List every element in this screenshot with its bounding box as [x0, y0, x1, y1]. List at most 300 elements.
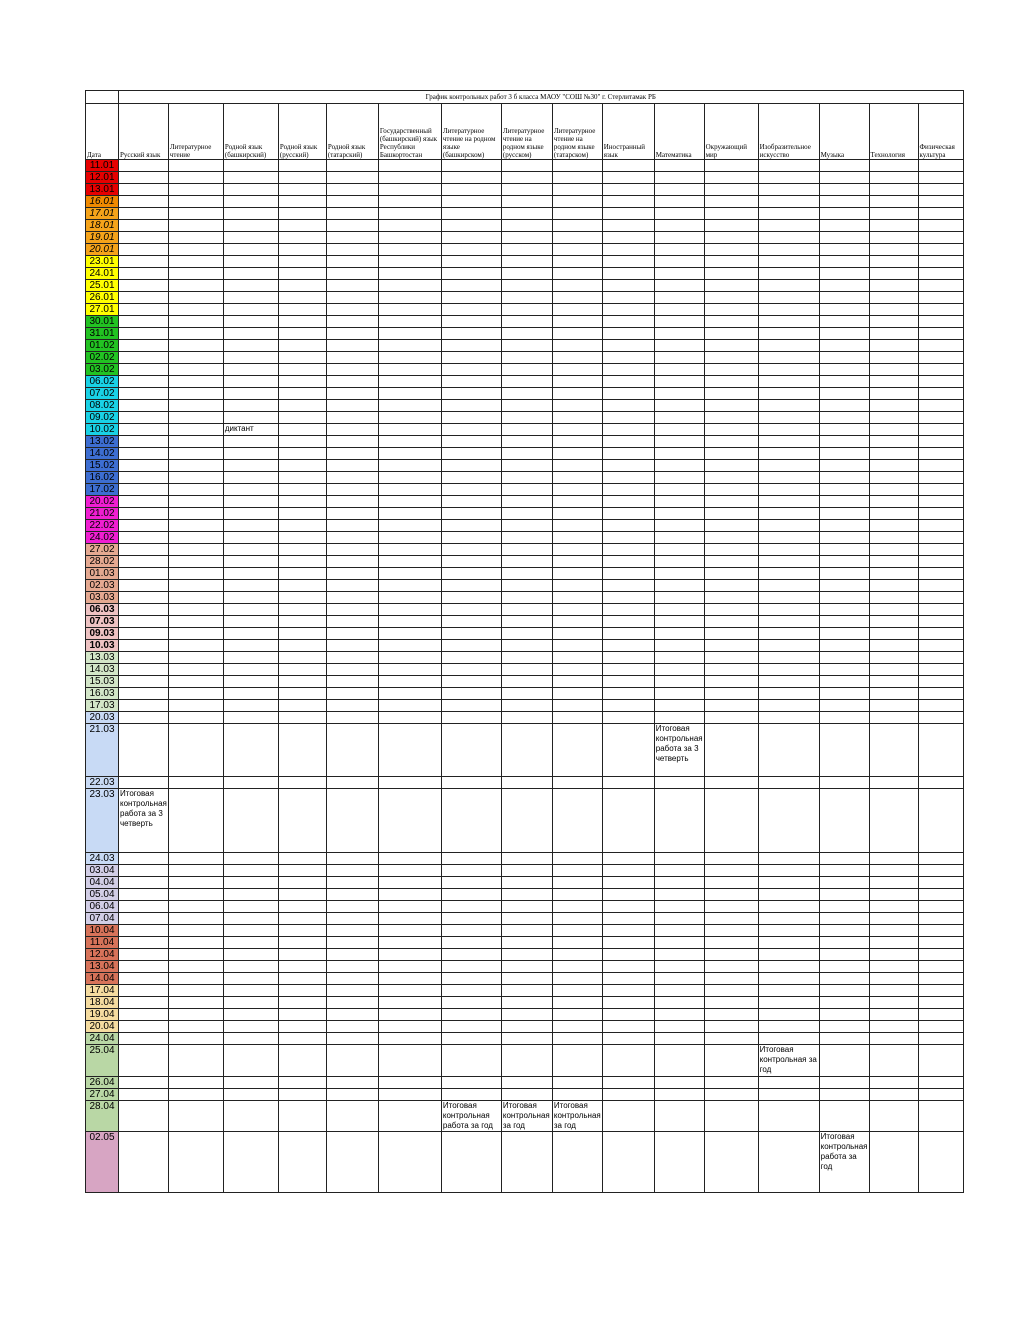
schedule-cell — [168, 460, 223, 472]
schedule-cell — [819, 520, 869, 532]
schedule-cell — [441, 640, 501, 652]
schedule-cell — [326, 676, 378, 688]
schedule-cell — [819, 328, 869, 340]
schedule-cell — [378, 340, 441, 352]
schedule-cell — [758, 1132, 819, 1193]
schedule-cell — [704, 376, 758, 388]
schedule-cell — [441, 268, 501, 280]
date-row — [86, 652, 964, 664]
schedule-cell — [326, 580, 378, 592]
date-cell: 07.04 — [86, 913, 119, 925]
schedule-cell — [501, 340, 552, 352]
schedule-cell — [326, 616, 378, 628]
date-cell: 14.02 — [86, 448, 119, 460]
schedule-cell — [501, 1009, 552, 1021]
schedule-cell — [278, 1089, 326, 1101]
schedule-cell — [758, 256, 819, 268]
subject-header: Родной язык (русский) — [278, 104, 326, 160]
schedule-cell — [278, 376, 326, 388]
schedule-cell — [326, 568, 378, 580]
date-row — [86, 316, 964, 328]
date-cell: 12.04 — [86, 949, 119, 961]
schedule-cell — [918, 328, 963, 340]
schedule-cell — [501, 196, 552, 208]
schedule-cell — [278, 484, 326, 496]
schedule-cell — [602, 664, 654, 676]
schedule-cell — [378, 496, 441, 508]
schedule-cell — [758, 1077, 819, 1089]
schedule-cell — [441, 724, 501, 777]
schedule-cell — [704, 853, 758, 865]
schedule-cell — [654, 652, 704, 664]
schedule-cell — [441, 777, 501, 789]
schedule-cell — [119, 544, 169, 556]
schedule-cell — [378, 652, 441, 664]
schedule-cell — [819, 172, 869, 184]
schedule-cell — [119, 280, 169, 292]
schedule-cell — [278, 472, 326, 484]
schedule-cell — [602, 913, 654, 925]
schedule-cell — [819, 777, 869, 789]
date-row — [86, 340, 964, 352]
schedule-cell — [869, 1089, 918, 1101]
control-work-note: Итоговая контрольная за год — [758, 1045, 819, 1077]
schedule-cell — [602, 184, 654, 196]
schedule-cell — [223, 1101, 278, 1132]
date-row — [86, 208, 964, 220]
date-cell: 13.01 — [86, 184, 119, 196]
schedule-cell — [869, 853, 918, 865]
schedule-cell — [501, 304, 552, 316]
date-cell: 15.02 — [86, 460, 119, 472]
schedule-cell — [278, 232, 326, 244]
schedule-cell — [441, 172, 501, 184]
schedule-cell — [378, 208, 441, 220]
schedule-cell — [918, 568, 963, 580]
schedule-cell — [654, 172, 704, 184]
schedule-cell — [654, 712, 704, 724]
schedule-cell — [441, 220, 501, 232]
schedule-cell — [326, 244, 378, 256]
schedule-cell — [119, 973, 169, 985]
schedule-cell — [819, 436, 869, 448]
schedule-cell — [378, 865, 441, 877]
schedule-cell — [869, 592, 918, 604]
schedule-cell — [119, 232, 169, 244]
schedule-cell — [501, 508, 552, 520]
schedule-cell — [441, 292, 501, 304]
schedule-cell — [168, 877, 223, 889]
schedule-cell — [278, 664, 326, 676]
schedule-cell — [869, 1132, 918, 1193]
schedule-cell — [278, 676, 326, 688]
schedule-cell — [278, 628, 326, 640]
schedule-cell — [168, 604, 223, 616]
date-cell: 21.03 — [86, 724, 119, 777]
schedule-cell — [168, 232, 223, 244]
schedule-cell — [441, 364, 501, 376]
schedule-cell — [704, 640, 758, 652]
schedule-cell — [918, 460, 963, 472]
schedule-cell — [602, 961, 654, 973]
date-cell: 07.03 — [86, 616, 119, 628]
schedule-cell — [119, 604, 169, 616]
schedule-cell — [918, 865, 963, 877]
schedule-cell — [654, 1009, 704, 1021]
schedule-cell — [501, 949, 552, 961]
schedule-cell — [278, 184, 326, 196]
schedule-cell — [441, 688, 501, 700]
schedule-cell — [758, 724, 819, 777]
schedule-cell — [602, 789, 654, 853]
schedule-cell — [278, 244, 326, 256]
schedule-cell — [378, 244, 441, 256]
schedule-cell — [378, 568, 441, 580]
schedule-cell — [501, 640, 552, 652]
schedule-cell — [223, 244, 278, 256]
schedule-cell — [378, 460, 441, 472]
schedule-cell — [223, 652, 278, 664]
schedule-cell — [819, 160, 869, 172]
schedule-cell — [378, 556, 441, 568]
schedule-cell — [168, 160, 223, 172]
date-row — [86, 664, 964, 676]
schedule-cell — [552, 985, 602, 997]
schedule-cell — [869, 328, 918, 340]
schedule-cell — [552, 676, 602, 688]
date-cell: 23.01 — [86, 256, 119, 268]
schedule-cell — [119, 961, 169, 973]
schedule-cell — [552, 388, 602, 400]
schedule-cell — [552, 1077, 602, 1089]
schedule-cell — [378, 328, 441, 340]
schedule-cell — [441, 232, 501, 244]
schedule-cell — [918, 616, 963, 628]
control-works-schedule-table — [85, 90, 964, 1193]
schedule-cell — [441, 985, 501, 997]
schedule-cell — [168, 985, 223, 997]
schedule-cell — [278, 280, 326, 292]
schedule-cell — [654, 1033, 704, 1045]
schedule-cell — [869, 472, 918, 484]
schedule-cell — [654, 913, 704, 925]
schedule-cell — [168, 220, 223, 232]
schedule-cell — [758, 544, 819, 556]
schedule-cell — [168, 925, 223, 937]
schedule-cell — [602, 280, 654, 292]
schedule-cell — [441, 580, 501, 592]
schedule-cell — [326, 448, 378, 460]
date-row — [86, 448, 964, 460]
schedule-cell — [654, 640, 704, 652]
schedule-cell — [501, 400, 552, 412]
schedule-cell — [704, 508, 758, 520]
schedule-cell — [704, 712, 758, 724]
date-cell: 03.04 — [86, 865, 119, 877]
schedule-cell — [326, 508, 378, 520]
schedule-cell — [602, 985, 654, 997]
schedule-cell — [819, 1101, 869, 1132]
schedule-cell — [326, 160, 378, 172]
schedule-cell — [223, 997, 278, 1009]
schedule-cell — [326, 724, 378, 777]
schedule-cell — [704, 925, 758, 937]
schedule-cell — [326, 184, 378, 196]
schedule-cell — [654, 328, 704, 340]
schedule-cell — [552, 424, 602, 436]
schedule-cell — [704, 424, 758, 436]
schedule-cell — [326, 937, 378, 949]
schedule-cell — [168, 448, 223, 460]
schedule-cell — [119, 985, 169, 997]
schedule-cell — [552, 628, 602, 640]
schedule-cell — [119, 196, 169, 208]
schedule-cell — [441, 532, 501, 544]
schedule-cell — [326, 268, 378, 280]
schedule-cell — [758, 184, 819, 196]
schedule-cell — [819, 865, 869, 877]
schedule-cell — [326, 640, 378, 652]
schedule-cell — [552, 256, 602, 268]
schedule-cell — [223, 865, 278, 877]
schedule-cell — [326, 544, 378, 556]
schedule-cell — [441, 496, 501, 508]
schedule-cell — [168, 865, 223, 877]
schedule-cell — [918, 1132, 963, 1193]
date-cell: 06.02 — [86, 376, 119, 388]
schedule-cell — [869, 652, 918, 664]
schedule-cell — [819, 997, 869, 1009]
date-row — [86, 232, 964, 244]
schedule-cell — [278, 412, 326, 424]
schedule-cell — [223, 1089, 278, 1101]
schedule-cell — [602, 472, 654, 484]
schedule-cell — [758, 997, 819, 1009]
schedule-cell — [918, 997, 963, 1009]
schedule-cell — [869, 316, 918, 328]
schedule-cell — [654, 196, 704, 208]
schedule-cell — [704, 400, 758, 412]
schedule-cell — [758, 328, 819, 340]
date-row — [86, 400, 964, 412]
schedule-cell — [819, 280, 869, 292]
schedule-cell — [278, 652, 326, 664]
schedule-cell — [501, 160, 552, 172]
schedule-cell — [918, 1009, 963, 1021]
schedule-cell — [378, 196, 441, 208]
schedule-cell — [869, 997, 918, 1009]
schedule-cell — [704, 532, 758, 544]
schedule-cell — [223, 160, 278, 172]
schedule-cell — [168, 592, 223, 604]
schedule-cell — [441, 316, 501, 328]
schedule-cell — [168, 700, 223, 712]
schedule-cell — [704, 676, 758, 688]
schedule-cell — [501, 280, 552, 292]
schedule-cell — [119, 484, 169, 496]
schedule-cell — [168, 973, 223, 985]
schedule-cell — [552, 208, 602, 220]
schedule-cell — [552, 604, 602, 616]
schedule-cell — [918, 304, 963, 316]
schedule-cell — [869, 901, 918, 913]
schedule-cell — [223, 364, 278, 376]
schedule-cell — [168, 777, 223, 789]
date-cell: 23.03 — [86, 789, 119, 853]
schedule-cell — [378, 688, 441, 700]
schedule-cell — [223, 340, 278, 352]
schedule-cell — [704, 652, 758, 664]
schedule-cell — [819, 949, 869, 961]
date-cell: 20.03 — [86, 712, 119, 724]
schedule-cell — [758, 913, 819, 925]
schedule-cell — [654, 484, 704, 496]
date-cell: 12.01 — [86, 172, 119, 184]
schedule-cell — [326, 364, 378, 376]
schedule-cell — [326, 328, 378, 340]
control-work-note: Итоговая контрольная за год — [553, 1101, 601, 1130]
schedule-cell — [552, 789, 602, 853]
date-cell: 08.02 — [86, 400, 119, 412]
schedule-cell — [119, 364, 169, 376]
schedule-cell — [918, 700, 963, 712]
schedule-cell — [278, 949, 326, 961]
schedule-cell — [758, 472, 819, 484]
date-row — [86, 973, 964, 985]
schedule-cell — [501, 592, 552, 604]
schedule-cell — [654, 1101, 704, 1132]
schedule-cell — [918, 789, 963, 853]
schedule-cell — [501, 364, 552, 376]
schedule-cell — [918, 949, 963, 961]
schedule-cell — [501, 777, 552, 789]
schedule-cell — [223, 592, 278, 604]
schedule-cell — [501, 268, 552, 280]
schedule-cell — [378, 472, 441, 484]
schedule-cell — [501, 901, 552, 913]
schedule-cell — [758, 496, 819, 508]
schedule-cell — [552, 448, 602, 460]
schedule-cell — [168, 352, 223, 364]
schedule-cell — [441, 997, 501, 1009]
schedule-cell — [501, 1077, 552, 1089]
schedule-cell — [378, 937, 441, 949]
schedule-cell — [168, 1132, 223, 1193]
schedule-cell — [441, 925, 501, 937]
schedule-cell — [441, 1021, 501, 1033]
schedule-cell — [758, 580, 819, 592]
schedule-cell — [602, 901, 654, 913]
schedule-cell — [378, 700, 441, 712]
schedule-cell — [704, 1101, 758, 1132]
schedule-cell — [223, 925, 278, 937]
schedule-cell — [869, 937, 918, 949]
schedule-cell — [819, 460, 869, 472]
schedule-cell — [602, 712, 654, 724]
schedule-cell — [819, 688, 869, 700]
date-row — [86, 712, 964, 724]
schedule-cell — [552, 616, 602, 628]
schedule-cell — [918, 712, 963, 724]
schedule-cell — [552, 364, 602, 376]
schedule-cell — [119, 208, 169, 220]
schedule-cell — [278, 160, 326, 172]
schedule-cell — [602, 268, 654, 280]
schedule-cell — [654, 364, 704, 376]
schedule-cell — [501, 316, 552, 328]
date-column-header: Дата — [86, 104, 119, 160]
schedule-cell — [168, 1077, 223, 1089]
schedule-cell — [501, 973, 552, 985]
schedule-cell — [819, 544, 869, 556]
schedule-cell — [819, 1089, 869, 1101]
date-row — [86, 628, 964, 640]
schedule-cell — [223, 973, 278, 985]
date-row — [86, 1033, 964, 1045]
schedule-cell — [501, 997, 552, 1009]
schedule-cell — [758, 973, 819, 985]
schedule-cell — [501, 484, 552, 496]
schedule-cell — [278, 556, 326, 568]
schedule-cell — [168, 1033, 223, 1045]
schedule-cell — [119, 568, 169, 580]
schedule-cell — [441, 1033, 501, 1045]
schedule-cell — [326, 304, 378, 316]
schedule-cell — [223, 700, 278, 712]
schedule-cell — [918, 973, 963, 985]
schedule-cell — [501, 712, 552, 724]
schedule-cell — [168, 1021, 223, 1033]
schedule-cell — [602, 652, 654, 664]
schedule-cell — [602, 544, 654, 556]
schedule-cell — [326, 604, 378, 616]
schedule-cell — [602, 877, 654, 889]
schedule-cell — [602, 973, 654, 985]
schedule-cell — [704, 865, 758, 877]
schedule-cell — [704, 937, 758, 949]
schedule-cell — [441, 460, 501, 472]
schedule-cell — [758, 412, 819, 424]
schedule-cell — [378, 1033, 441, 1045]
schedule-cell — [602, 1077, 654, 1089]
schedule-cell — [326, 1033, 378, 1045]
schedule-cell — [278, 688, 326, 700]
schedule-cell — [441, 256, 501, 268]
schedule-cell — [501, 424, 552, 436]
date-row — [86, 520, 964, 532]
schedule-cell — [501, 496, 552, 508]
schedule-cell — [552, 961, 602, 973]
schedule-cell — [223, 961, 278, 973]
schedule-cell — [119, 925, 169, 937]
schedule-cell — [869, 604, 918, 616]
schedule-cell — [758, 1033, 819, 1045]
schedule-cell — [441, 616, 501, 628]
schedule-cell — [326, 172, 378, 184]
schedule-cell — [819, 532, 869, 544]
schedule-cell — [654, 412, 704, 424]
schedule-cell — [168, 544, 223, 556]
schedule-cell — [501, 664, 552, 676]
schedule-cell — [869, 364, 918, 376]
schedule-cell — [119, 328, 169, 340]
schedule-cell — [602, 304, 654, 316]
schedule-cell — [654, 376, 704, 388]
schedule-cell — [704, 208, 758, 220]
date-cell: 15.03 — [86, 676, 119, 688]
schedule-cell — [326, 913, 378, 925]
schedule-cell — [501, 448, 552, 460]
